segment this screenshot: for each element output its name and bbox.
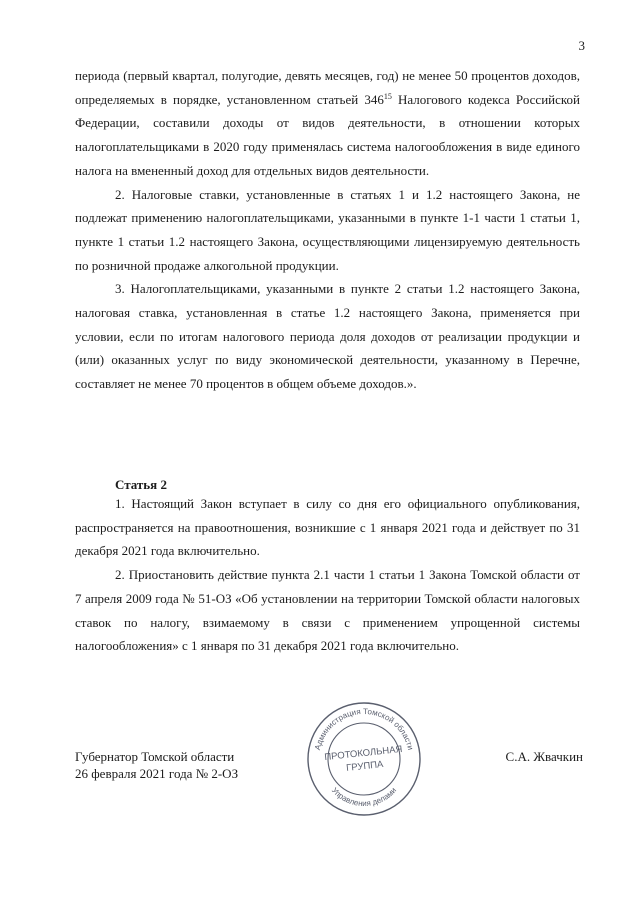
stamp-center-line-2: ГРУППА	[345, 759, 384, 774]
stamp-center-line-1: ПРОТОКОЛЬНАЯ	[323, 743, 403, 764]
stamp-bottom-text: Управления делами	[329, 785, 399, 809]
signer-name: С.А. Жвачкин	[505, 749, 583, 764]
signature-block	[75, 748, 238, 782]
article-2-body	[75, 492, 580, 658]
stamp-top-text: Администрация Томской области	[312, 706, 416, 751]
item-2-paragraph: 2. Налоговые ставки, установленные в статьях 1 и 1.2 настоящего Закона, не подлежат применению налогоплательщиками, указанными в пункте 1-1 части 1 статьи 1, пункте 1 статьи 1.2 настоящего Закона, осуществляющими лицензируемую деятельность по розничной продаже алкогольной продукции.	[75, 186, 580, 273]
item-3-paragraph: 3. Налогоплательщиками, указанными в пункте 2 статьи 1.2 настоящего Закона, налоговая ставка, установленная в статье 1.2 настоящего Закона, применяется при условии, если по итогам налогового периода доля доходов от реализации продукции и (или) оказанных услуг по виду экономической деятельности, указанному в Перечне, составляет не менее 70 процентов в общем объеме доходов.».	[75, 281, 580, 392]
article-2-heading: Статья 2	[115, 477, 167, 492]
continuation-paragraph	[75, 64, 580, 183]
law-text	[75, 64, 580, 396]
article-2-paragraph-2: 2. Приостановить действие пункта 2.1 части 1 статьи 1 Закона Томской области от 7 апреля 2009 года № 51-ОЗ «Об установлении на территории Томской области налоговых ставок по налогу, взимаемому в связи с применением упрощенной системы налогообложения» с 1 января по 31 декабря 2021 года включительно.	[75, 567, 580, 654]
law-date-number: 26 февраля 2021 года № 2-ОЗ	[75, 766, 239, 781]
superscript-15: 15	[383, 91, 392, 101]
continuation-text-end: Налогового кодекса Российской Федерации, составили доходы от видов деятельности, в отношении которых налогоплательщиками в 2020 году применялась система налогообложения в виде единого налога на вмененный доход для отдельных видов деятельности.	[75, 91, 580, 178]
governor-title: Губернатор Томской области	[75, 749, 235, 764]
protocol-group-stamp	[305, 700, 423, 818]
page-number: 3	[578, 38, 585, 53]
article-2-paragraph-1: 1. Настоящий Закон вступает в силу со дня его официального опубликования, распространяется на правоотношения, возникшие с 1 января 2021 года и действует по 31 декабря 2021 года включительно.	[75, 496, 580, 559]
continuation-text-start: периода (первый квартал, полугодие, девять месяцев, год) не менее 50 процентов доходов, определяемых в порядке, установленном статьей 346	[75, 68, 580, 107]
